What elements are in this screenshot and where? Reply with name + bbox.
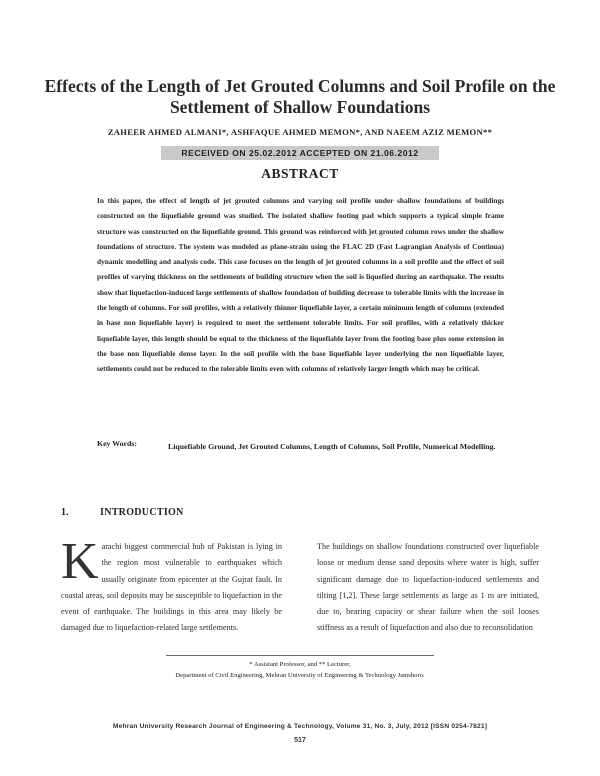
received-dates-banner: RECEIVED ON 25.02.2012 ACCEPTED ON 21.06.2012 [161, 146, 439, 160]
intro-left-text: arachi biggest commercial hub of Pakistan is lying in the region most vulnerable to earthquakes which usually originate from epicenter at the Gujrat fault. In coastal areas, soil deposits may be susceptible to liquefaction in the event of earthquake. The buildings in this area may likely be damaged due to liquefaction-related large settlements. [61, 542, 282, 633]
keywords-label: Key Words: [97, 439, 137, 448]
footnote-line-2: Department of Civil Engineering, Mehran University of Engineering & Technology Jamshoro. [175, 671, 425, 679]
keywords-text: Liquefiable Ground, Jet Grouted Columns, Length of Columns, Soil Profile, Numerical Modelling. [168, 442, 496, 451]
paper-title: Effects of the Length of Jet Grouted Columns and Soil Profile on the Settlement of Shallow Foundations [44, 76, 556, 117]
intro-right-column: The buildings on shallow foundations constructed over liquefiable loose or medium dense sand deposits where water is high, suffer significant damage due to liquefaction-induced settlements and tilting [1,2]. These large settlements as large as 1 m are initiated, due to, bearing capacity or shear failure when the soil looses stiffness as a result of liquefaction and also due to reconsolidation [317, 542, 539, 633]
author-list: ZAHEER AHMED ALMANI*, ASHFAQUE AHMED MEMON*, AND NAEEM AZIZ MEMON** [107, 127, 493, 137]
footnote [100, 660, 500, 681]
section-number: 1. [61, 507, 69, 518]
abstract-heading: ABSTRACT [261, 166, 339, 181]
footnote-divider [166, 655, 434, 656]
abstract-body: In this paper, the effect of length of jet grouted columns and varying soil profile under shallow foundations of buildings constructed on the liquefiable ground was studied. The isolated shallow footing pad which supports a typical simple frame structure was constructed on the liquefiable ground. This ground was reinforced with jet grouted column rows under the shallow foundations of structure. The system was modeled as plane-strain using the FLAC 2D (Fast Lagrangian Analysis of Continua) dynamic modelling and analysis code. This case focuses on the length of jet grouted columns in a soil profile and the effect of soil profiles of varying thickness on the settlements of building structure when the soil is liquefied during an earthquake. The results show that liquefaction-induced large settlements of shallow foundation of building decrease to tolerable limits with the increase in the length of columns. For soil profiles, with a relatively thinner liquefiable layer, a certain minimum length of columns (extended in base non liquefiable layer) is required to meet the settlement tolerable limits. For soil profiles, with a relatively thicker liquefiable layer, this length should be equal to the thickness of the liquefiable layer from the footing base plus some extension in the base non liquefiable dense layer. In the soil profile with the base liquefiable layer underlying the non liquefiable layer, settlements could not be reduced to the tolerable limits even with columns of relatively larger length which may be critical. [97, 196, 504, 374]
section-title: INTRODUCTION [100, 507, 184, 518]
intro-left-column [61, 533, 282, 637]
journal-footer: Mehran University Research Journal of Engineering & Technology, Volume 31, No. 3, July, 2012 [ISSN 0254-7821] [112, 723, 488, 730]
drop-cap: K [61, 533, 99, 590]
footnote-line-1: * Assistant Professor, and ** Lecturer, [249, 661, 351, 668]
page-number: 517 [294, 737, 306, 744]
